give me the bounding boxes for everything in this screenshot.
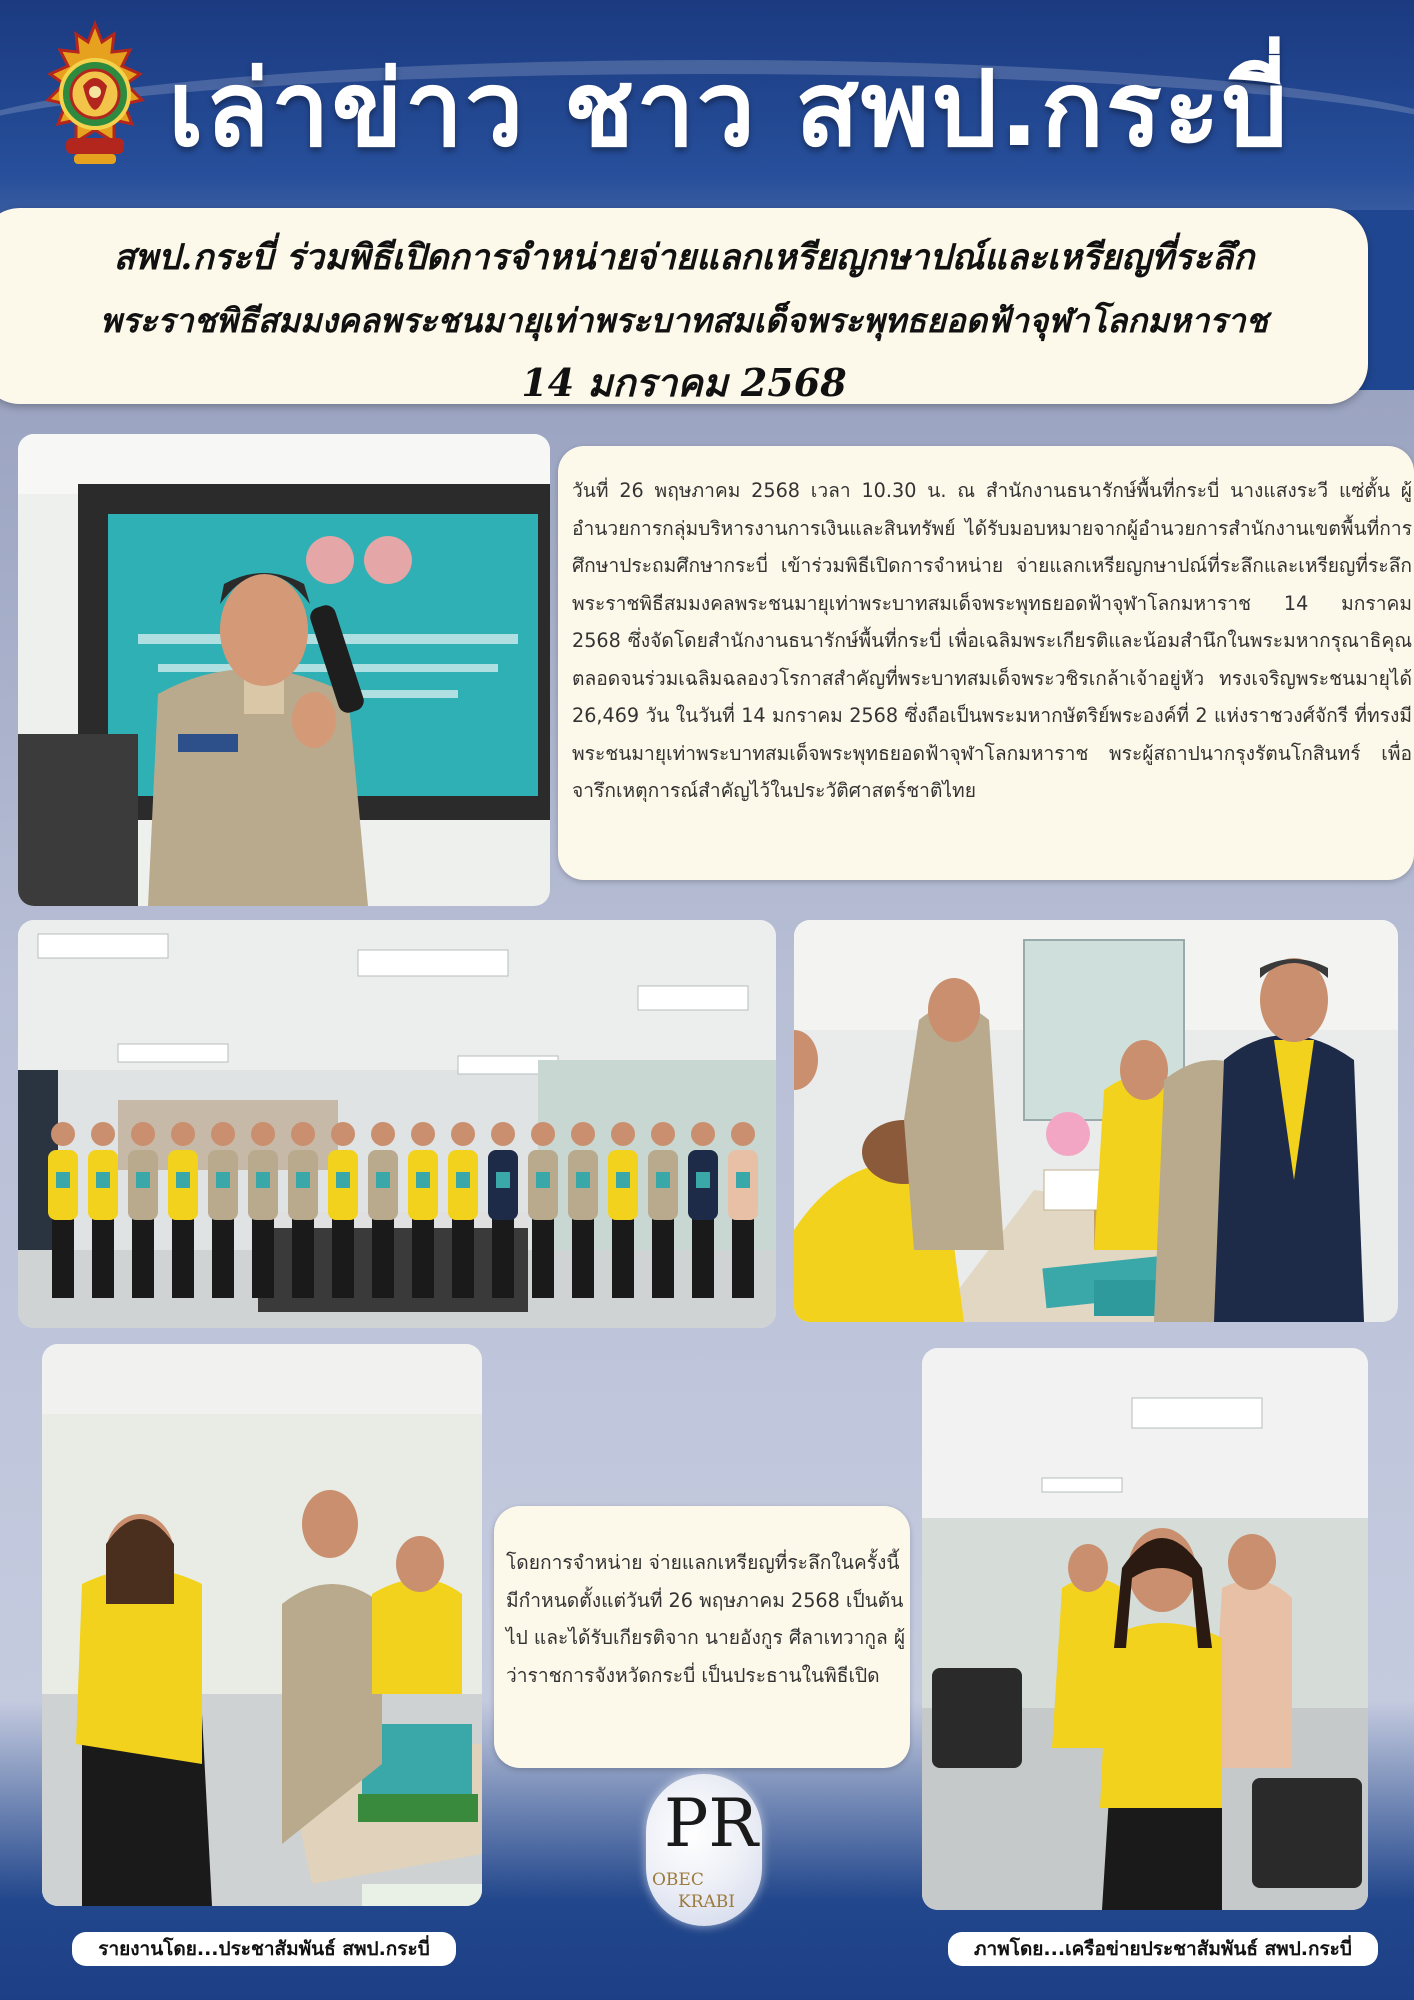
pr-logo-obec: OBEC xyxy=(652,1870,704,1890)
photographer-credit: ภาพโดย...เครือข่ายประชาสัมพันธ์ สพป.กระบี่ xyxy=(948,1932,1378,1966)
photo-coin-table xyxy=(794,920,1398,1322)
photo-speaker xyxy=(18,434,550,906)
headline-line-2: พระราชพิธีสมมงคลพระชนมายุเท่าพระบาทสมเด็จพระพุทธยอดฟ้าจุฬาโลกมหาราช xyxy=(100,301,1268,340)
article-card-main xyxy=(558,446,1414,880)
pr-obec-krabi-logo xyxy=(646,1774,762,1926)
photo-group xyxy=(18,920,776,1328)
photo-guests xyxy=(922,1348,1368,1910)
page-title: เล่าข่าว ชาว สพป.กระบี่ xyxy=(168,48,1290,170)
reporter-credit: รายงานโดย...ประชาสัมพันธ์ สพป.กระบี่ xyxy=(72,1932,456,1966)
article-paragraph-1: วันที่ 26 พฤษภาคม 2568 เวลา 10.30 น. ณ สำนักงานธนารักษ์พื้นที่กระบี่ นางแสงระวี แซ่ตั้น ผู้อำนวยการกลุ่มบริหารงานการเงินและสินทรัพย์ ได้รับมอบหมายจากผู้อำนวยการสำนักงานเขตพื้นที่การศึกษาประถมศึกษากระบี่ เข้าร่วมพิธีเปิดการจำหน่าย จ่ายแลกเหรียญกษาปณ์ที่ระลึกและเหรียญที่ระลึกพระราชพิธีสมมงคลพระชนมายุเท่าพระบาทสมเด็จพระพุทธยอดฟ้าจุฬาโลกมหาราช 14 มกราคม 2568 ซึ่งจัดโดยสำนักงานธนารักษ์พื้นที่กระบี่ เพื่อเฉลิมพระเกียรติและน้อมสำนึกในพระมหากรุณาธิคุณ ตลอดจนร่วมเฉลิมฉลองวโรกาสสำคัญที่พระบาทสมเด็จพระวชิรเกล้าเจ้าอยู่หัว ทรงเจริญพระชนมายุได้ 26,469 วัน ในวันที่ 14 มกราคม 2568 ซึ่งถือเป็นพระมหากษัตริย์พระองค์ที่ 2 แห่งราชวงศ์จักรี ที่ทรงมีพระชนมายุเท่าพระบาทสมเด็จพระพุทธยอดฟ้าจุฬาโลกมหาราช พระผู้สถาปนากรุงรัตนโกสินทร์ เพื่อจารึกเหตุการณ์สำคัญไว้ในประวัติศาสตร์ชาติไทย xyxy=(572,479,1412,802)
headline-box xyxy=(0,208,1368,404)
pr-logo-letters: PR xyxy=(664,1785,759,1862)
article-paragraph-2: โดยการจำหน่าย จ่ายแลกเหรียญที่ระลึกในครั้งนี้ มีกำหนดตั้งแต่วันที่ 26 พฤษภาคม 2568 เป็นต้นไป และได้รับเกียรติจาก นายอังกูร ศีลาเทวากูล ผู้ว่าราชการจังหวัดกระบี่ เป็นประธานในพิธีเปิด xyxy=(506,1551,906,1687)
headline-line-1: สพป.กระบี่ ร่วมพิธีเปิดการจำหน่ายจ่ายแลกเหรียญกษาปณ์และเหรียญที่ระลึก xyxy=(113,237,1255,278)
article-card-secondary xyxy=(494,1506,910,1768)
obec-emblem-logo xyxy=(36,20,154,170)
pr-logo-krabi: KRABI xyxy=(678,1892,735,1912)
headline-date: 14 มกราคม 2568 xyxy=(521,360,847,405)
photo-sales-desk xyxy=(42,1344,482,1906)
